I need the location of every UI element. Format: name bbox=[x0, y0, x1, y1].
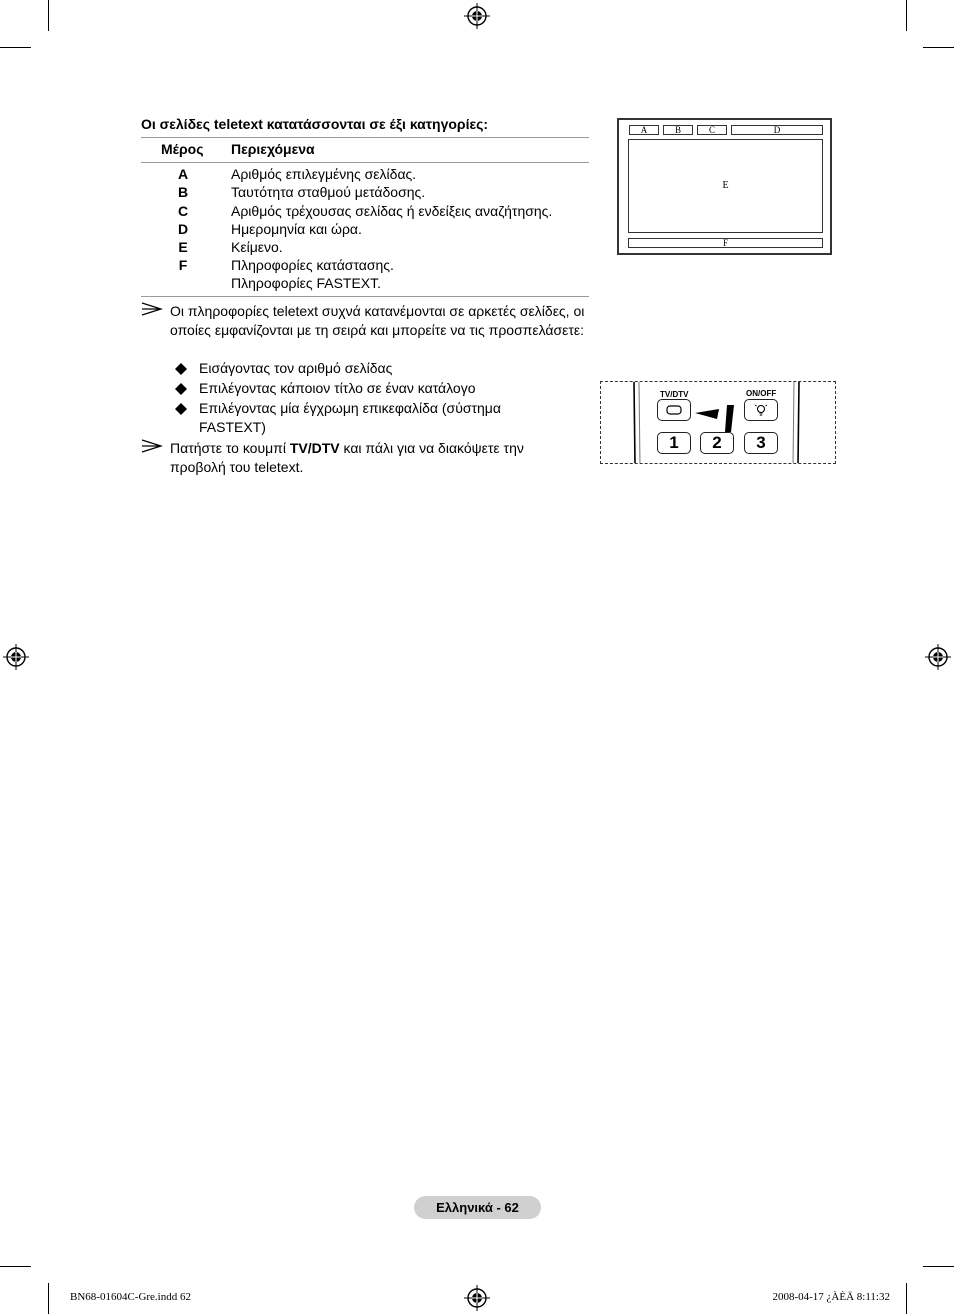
crop-mark bbox=[923, 1266, 954, 1267]
diagram-label-d: D bbox=[731, 125, 823, 135]
crop-mark bbox=[0, 1266, 31, 1267]
table-row bbox=[141, 274, 589, 292]
diamond-bullet-icon bbox=[175, 363, 187, 375]
table-row bbox=[141, 256, 589, 274]
crop-mark bbox=[906, 1283, 907, 1314]
onoff-label: ON/OFF bbox=[746, 389, 777, 398]
footer-file-info: BN68-01604C-Gre.indd 62 bbox=[70, 1291, 191, 1303]
table-row bbox=[141, 220, 589, 238]
arrow-right-icon bbox=[141, 439, 163, 453]
crop-mark bbox=[0, 47, 31, 48]
list-item bbox=[175, 359, 585, 378]
diagram-label-b: B bbox=[663, 125, 693, 135]
remote-illustration bbox=[600, 381, 836, 464]
part-description: Ταυτότητα σταθμού μετάδοσης. bbox=[231, 184, 426, 200]
list-item bbox=[175, 379, 585, 398]
section-heading: Οι σελίδες teletext κατατάσσονται σε έξι κατηγορίες: bbox=[141, 116, 489, 132]
column-header-part: Μέρος bbox=[161, 141, 204, 157]
diamond-bullet-icon bbox=[175, 403, 187, 415]
part-description: Πληροφορίες κατάστασης. bbox=[231, 257, 394, 273]
list-item-text: Εισάγοντας τον αριθμό σελίδας bbox=[199, 360, 393, 376]
digit-1-button[interactable]: 1 bbox=[657, 432, 691, 454]
part-description: Πληροφορίες FASTEXT. bbox=[231, 275, 382, 291]
list-item-text: Επιλέγοντας κάποιον τίτλο σε έναν κατάλογο bbox=[199, 380, 476, 396]
registration-mark-icon bbox=[3, 644, 29, 670]
tvdtv-label: TV/DTV bbox=[660, 390, 689, 399]
part-letter: E bbox=[178, 239, 188, 255]
part-letter: C bbox=[177, 203, 189, 219]
lightbulb-icon bbox=[754, 403, 768, 417]
table-row bbox=[141, 165, 589, 183]
part-letter: B bbox=[177, 184, 189, 200]
diagram-label-e: E bbox=[722, 180, 729, 191]
arrow-right-icon bbox=[141, 302, 163, 316]
list-item bbox=[175, 399, 525, 437]
registration-mark-icon bbox=[464, 3, 490, 29]
onoff-button[interactable] bbox=[744, 399, 778, 421]
registration-mark-icon bbox=[925, 644, 951, 670]
note-text bbox=[170, 439, 561, 477]
registration-mark-icon bbox=[464, 1285, 490, 1311]
part-description: Κείμενο. bbox=[231, 239, 283, 255]
crop-mark bbox=[906, 0, 907, 31]
diagram-label-a: A bbox=[629, 125, 659, 135]
note-paragraph bbox=[141, 302, 589, 340]
table-row bbox=[141, 202, 589, 220]
table-row bbox=[141, 238, 589, 256]
tv-icon bbox=[666, 405, 682, 415]
digit-2-button[interactable]: 2 bbox=[700, 432, 734, 454]
column-header-contents: Περιεχόμενα bbox=[231, 141, 315, 157]
note-text-before: Πατήστε το κουμπί bbox=[170, 440, 290, 456]
digit-3-button[interactable]: 3 bbox=[744, 432, 778, 454]
list-item-text: Επιλέγοντας μία έγχρωμη επικεφαλίδα (σύστημα FASTEXT) bbox=[199, 400, 501, 435]
diagram-label-f: F bbox=[628, 238, 823, 248]
diamond-bullet-icon bbox=[175, 383, 187, 395]
part-description: Αριθμός επιλεγμένης σελίδας. bbox=[231, 166, 417, 182]
table-rule-bottom bbox=[141, 296, 589, 297]
part-letter: D bbox=[177, 221, 189, 237]
part-letter: A bbox=[177, 166, 189, 182]
table-rule-header bbox=[141, 162, 589, 163]
diagram-text-area bbox=[628, 139, 823, 233]
crop-mark bbox=[48, 1283, 49, 1314]
table-rule-top bbox=[141, 137, 589, 138]
part-description: Αριθμός τρέχουσας σελίδας ή ενδείξεις αναζήτησης. bbox=[231, 203, 553, 219]
part-letter: F bbox=[178, 257, 188, 273]
note-paragraph bbox=[141, 439, 561, 477]
diagram-label-c: C bbox=[697, 125, 727, 135]
page-number-label: Ελληνικά - 62 bbox=[414, 1196, 541, 1219]
button-name-tvdtv: TV/DTV bbox=[289, 440, 340, 456]
crop-mark bbox=[48, 0, 49, 31]
part-description: Ημερομηνία και ώρα. bbox=[231, 221, 362, 237]
note-text-after: και πάλι για να διακόψετε την προβολή του teletext. bbox=[170, 440, 524, 475]
crop-mark bbox=[923, 47, 954, 48]
footer-timestamp: 2008-04-17 ¿ÀÈÄ 8:11:32 bbox=[772, 1291, 890, 1303]
table-row bbox=[141, 183, 589, 201]
note-text: Οι πληροφορίες teletext συχνά κατανέμονται σε αρκετές σελίδες, οι οποίες εμφανίζονται με τη σειρά και μπορείτε να τις προσπελάσετε: bbox=[170, 303, 585, 338]
tvdtv-button[interactable] bbox=[657, 399, 691, 421]
